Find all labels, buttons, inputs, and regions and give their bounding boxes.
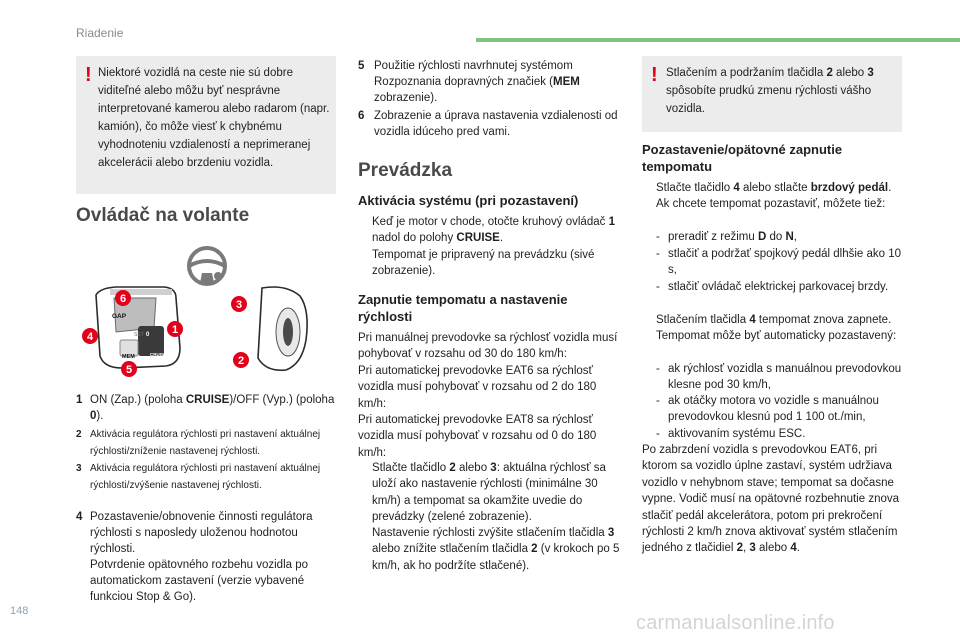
section-label: Riadenie (76, 26, 124, 40)
list-item-6 (358, 108, 620, 140)
bullet-text: Keď je motor v chode, otočte kruhový ovládač 1 nadol do polohy CRUISE. (372, 216, 615, 245)
dash-item: - ak rýchlosť vozidla s manuálnou prevodovkou klesne pod 30 km/h, (656, 363, 902, 392)
section-title-steering-control: Ovládač na volante (76, 205, 250, 226)
item-text: ON (Zap.) (poloha CRUISE)/OFF (Vyp.) (poloha 0). (90, 394, 335, 422)
svg-text:6: 6 (119, 293, 127, 305)
page-number: 148 (10, 605, 29, 617)
list-item-3 (76, 460, 324, 494)
stalk-label-zero: 0 (146, 332, 150, 338)
callout-3 (231, 296, 247, 312)
svg-text:2: 2 (237, 355, 245, 367)
bullet-text: Nastavenie rýchlosti zvýšite stlačením tlačidla 3 alebo znížite stlačením tlačidla 2 (v krokoch po 5 km/h, ak ho podržíte stlačené). (372, 527, 620, 572)
svg-text:4: 4 (86, 331, 94, 343)
paragraph-speed-range: Pri manuálnej prevodovke sa rýchlosť vozidla musí pohybovať v rozsahu od 30 do 180 km/h: Pri automatickej prevodovke EAT6 sa rýchlosť vozidla musí pohybovať v rozsahu od 2 do 180 km/h: Pri automatickej prevodovke EAT8 sa rýchlosť vozidla musí pohybovať v rozsahu od 0 do 180 km/h: (358, 332, 618, 459)
bullet-activation (358, 214, 620, 280)
svg-text:5: 5 (125, 364, 133, 376)
bullet-text: Stlačte tlačidlo 2 alebo 3: aktuálna rýchlosť sa uloží ako nastavenie rýchlosti (minimálne 30 km/h) a tempomat sa okamžite uvedie do prevádzky (zelené zobrazenie). (372, 462, 606, 524)
bullet-resume (642, 312, 904, 345)
item-number: 2 (76, 429, 82, 440)
item-text: Aktivácia regulátora rýchlosti pri nastavení aktuálnej rýchlosti/zníženie nastavenej rýchlosti. (90, 429, 321, 457)
bullet-set-speed (358, 460, 620, 526)
list-item-5 (358, 58, 620, 106)
cruise-stalk-side (258, 287, 307, 370)
bullet-text-2: Tempomat je pripravený na prevádzku (sivé zobrazenie). (372, 248, 595, 278)
paragraph-eat6-stop: Po zabrzdení vozidla s prevodovkou EAT6, pri ktorom sa vozidlo úplne zastaví, systém udržiava vozidlo v nehybnom stave; tempomat sa dočasne vypne. Vodič musí na opätovné rozbehnutie znova stlačiť pedál akcelerátora, potom pri prekročení rýchlosti 2 km/h znova aktivovať systém stlačením jedného z tlačidiel 2, 3 alebo 4. (642, 444, 900, 555)
subsection-title-setting: Zapnutie tempomatu a nastavenie rýchlosti (358, 292, 568, 324)
warning-text: Niektoré vozidlá na ceste nie sú dobre viditeľné alebo môžu byť nesprávne interpretované kamerou alebo radarom (napr. kamión), čo môže viesť k chybnému vyhodnoteniu vzdialeností a neprimeranej akcelerácii alebo brzdeniu vozidla. (98, 67, 330, 169)
svg-text:3: 3 (235, 299, 243, 311)
steering-wheel-icon (189, 248, 225, 284)
callout-5 (121, 361, 137, 377)
dash-item: - stlačiť ovládač elektrickej parkovacej brzdy. (656, 281, 889, 293)
list-item-2 (76, 426, 338, 460)
warning-exclamation-icon: ! (651, 64, 658, 86)
item-text-2: Potvrdenie opätovného rozbehu vozidla po automatickom zastavení (verzie vybavené funkciou Stop & Go). (90, 559, 309, 603)
warning-box-hold (642, 56, 902, 132)
dash-item: - ak otáčky motora vo vozidle s manuálnou prevodovkou klesnú pod 1 100 ot./min, (656, 395, 879, 424)
item-number: 3 (76, 463, 82, 474)
bullet-text: Stlačte tlačidlo 4 alebo stlačte brzdový pedál. Ak chcete tempomat pozastaviť, môžete tiež: (656, 182, 892, 211)
callout-1 (167, 321, 183, 337)
item-number: 4 (76, 511, 83, 523)
stalk-label-gap: GAP (112, 313, 127, 320)
subsection-title-pause-resume: Pozastavenie/opätovné zapnutie tempomatu (642, 142, 843, 174)
list-item-4 (76, 509, 338, 605)
bullet-text: Stlačením tlačidla 4 tempomat znova zapnete. Tempomat môže byť automaticky pozastavený: (656, 314, 897, 343)
item-text: Zobrazenie a úprava nastavenia vzdialenosti od vozidla idúceho pred vami. (374, 110, 618, 138)
item-text: Pozastavenie/obnovenie činnosti regulátora rýchlosti s naposledy uloženou hodnotou rýchlosti. (90, 511, 313, 555)
stalk-label-mem: MEM (122, 354, 135, 360)
stalk-label-set: SET (134, 332, 144, 338)
svg-text:1: 1 (171, 324, 179, 336)
list-item-1 (76, 392, 336, 424)
callout-2 (233, 352, 249, 368)
item-text: Aktivácia regulátora rýchlosti pri nastavení aktuálnej rýchlosti/zvýšenie nastavenej rýchlosti. (90, 463, 321, 491)
dash-item: - preradiť z režimu D do N, (656, 231, 797, 243)
subsection-title-activation: Aktivácia systému (pri pozastavení) (358, 193, 579, 208)
steering-stalk-figure (76, 240, 338, 390)
watermark: carmanualsonline.info (636, 612, 835, 634)
callout-6 (115, 290, 131, 306)
stalk-label-cruise: CRUISE (150, 352, 168, 357)
item-number: 1 (76, 394, 83, 406)
warning-box-vehicles (76, 56, 336, 194)
dash-item: - aktivovaním systému ESC. (656, 428, 806, 440)
dash-item: - stlačiť a podržať spojkový pedál dlhšie ako 10 s, (656, 248, 902, 277)
bullet-adjust-speed (358, 525, 620, 574)
header-accent-rule (476, 38, 960, 42)
callout-4 (82, 328, 98, 344)
stalk-illustration (76, 240, 338, 390)
bullet-pause (642, 180, 904, 213)
item-number: 6 (358, 110, 365, 122)
item-number: 5 (358, 60, 365, 72)
item-text: Použitie rýchlosti navrhnutej systémom Rozpoznania dopravných značiek (MEM zobrazenie). (374, 60, 580, 104)
section-title-operation: Prevádzka (358, 160, 453, 181)
warning-text: Stlačením a podržaním tlačidla 2 alebo 3 spôsobíte prudkú zmenu rýchlosti vášho vozidla. (666, 67, 874, 115)
warning-exclamation-icon: ! (85, 64, 92, 86)
